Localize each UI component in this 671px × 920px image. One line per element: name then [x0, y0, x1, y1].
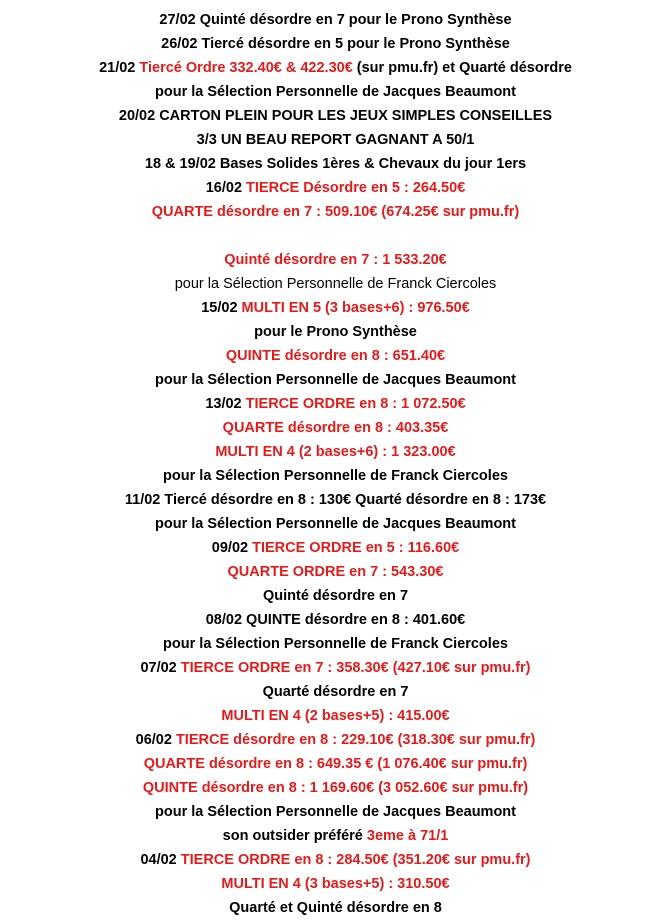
- result-text: 26/02 Tiercé désordre en 5 pour le Prono Synthèse: [161, 36, 510, 52]
- result-line: [0, 152, 671, 176]
- result-line: [0, 632, 671, 656]
- result-text: 18 & 19/02 Bases Solides 1ères & Chevaux du jour 1ers: [144, 156, 527, 172]
- result-text: 16/02: [205, 180, 247, 196]
- result-line: [0, 248, 671, 272]
- result-line: [0, 728, 671, 752]
- result-line: [0, 776, 671, 800]
- result-text: pour la Sélection Personnelle de Franck Ciercoles: [163, 468, 508, 484]
- result-line: [0, 560, 671, 584]
- result-line: [0, 32, 671, 56]
- highlight-text: Tiercé Ordre 332.40€ & 422.30€: [139, 60, 353, 76]
- result-line: [0, 128, 671, 152]
- result-text: 04/02: [140, 852, 181, 868]
- result-line: [0, 872, 671, 896]
- result-line: [0, 344, 671, 368]
- result-line: [0, 704, 671, 728]
- result-line: [0, 416, 671, 440]
- highlight-text: QUARTE désordre en 7 : 509.10€ (674.25€ sur pmu.fr): [151, 204, 520, 220]
- result-line: [0, 800, 671, 824]
- result-line: [0, 584, 671, 608]
- highlight-text: MULTI EN 4 (2 bases+5) : 415.00€: [221, 708, 450, 724]
- result-text: pour la Sélection Personnelle de Jacques Beaumont: [155, 516, 516, 532]
- result-text: pour la Sélection Personnelle de Jacques Beaumont: [155, 804, 516, 820]
- result-line: [0, 752, 671, 776]
- result-text: 07/02: [140, 660, 181, 676]
- result-line: [0, 680, 671, 704]
- result-line: [0, 392, 671, 416]
- result-text: pour la Sélection Personnelle de Franck Ciercoles: [174, 276, 497, 292]
- highlight-text: 3eme à 71/1: [366, 828, 449, 844]
- highlight-text: TIERCE ORDRE en 7 : 358.30€ (427.10€ sur pmu.fr): [180, 660, 531, 676]
- result-text: 09/02: [211, 540, 253, 556]
- result-text: (sur pmu.fr) et Quarté désordre: [352, 60, 572, 76]
- highlight-text: TIERCE Désordre en 5 : 264.50€: [246, 180, 466, 196]
- result-line: [0, 80, 671, 104]
- result-text: 06/02: [135, 732, 176, 748]
- highlight-text: QUINTE désordre en 8 : 1 169.60€ (3 052.60€ sur pmu.fr): [142, 780, 529, 796]
- result-text: 15/02: [201, 300, 242, 316]
- result-text: pour la Sélection Personnelle de Jacques Beaumont: [155, 372, 516, 388]
- result-line: [0, 272, 671, 296]
- highlight-text: QUARTE ORDRE en 7 : 543.30€: [227, 564, 444, 580]
- result-line: [0, 848, 671, 872]
- result-text: 27/02 Quinté désordre en 7 pour le Prono Synthèse: [159, 12, 512, 28]
- result-line: [0, 104, 671, 128]
- result-text: pour la Sélection Personnelle de Jacques Beaumont: [155, 84, 516, 100]
- highlight-text: Quinté désordre en 7 : 1 533.20€: [224, 252, 447, 268]
- result-line: [0, 8, 671, 32]
- result-line: [0, 608, 671, 632]
- highlight-text: QUARTE désordre en 8 : 649.35 € (1 076.40€ sur pmu.fr): [143, 756, 528, 772]
- result-line: [0, 200, 671, 224]
- result-text: 20/02 CARTON PLEIN POUR LES JEUX SIMPLES CONSEILLES: [118, 108, 553, 124]
- result-text: 3/3 UN BEAU REPORT GAGNANT A 50/1: [196, 132, 475, 148]
- highlight-text: TIERCE désordre en 8 : 229.10€ (318.30€ sur pmu.fr): [175, 732, 536, 748]
- result-text: 13/02: [205, 396, 246, 412]
- result-line: [0, 824, 671, 848]
- result-text: 21/02: [99, 60, 140, 76]
- highlight-text: MULTI EN 5 (3 bases+6) : 976.50€: [241, 300, 470, 316]
- result-line: [0, 896, 671, 920]
- highlight-text: TIERCE ORDRE en 5 : 116.60€: [252, 540, 460, 556]
- result-text: pour le Prono Synthèse: [254, 324, 417, 340]
- result-line: [0, 320, 671, 344]
- line-spacer: [0, 224, 671, 248]
- highlight-text: TIERCE ORDRE en 8 : 1 072.50€: [245, 396, 466, 412]
- result-line: [0, 440, 671, 464]
- result-text: Quarté et Quinté désordre en 8: [229, 900, 442, 916]
- result-line: [0, 464, 671, 488]
- highlight-text: QUINTE désordre en 8 : 651.40€: [225, 348, 446, 364]
- result-line: [0, 296, 671, 320]
- result-line: [0, 176, 671, 200]
- highlight-text: TIERCE ORDRE en 8 : 284.50€ (351.20€ sur pmu.fr): [180, 852, 531, 868]
- result-text: 08/02 QUINTE désordre en 8 : 401.60€: [205, 612, 466, 628]
- result-text: Quinté désordre en 7: [262, 588, 409, 604]
- highlight-text: MULTI EN 4 (3 bases+5) : 310.50€: [221, 876, 450, 892]
- result-line: [0, 512, 671, 536]
- result-line: [0, 488, 671, 512]
- result-text: pour la Sélection Personnelle de Franck Ciercoles: [163, 636, 508, 652]
- result-text: son outsider préféré: [222, 828, 367, 844]
- result-text: 11/02 Tiercé désordre en 8 : 130€ Quarté désordre en 8 : 173€: [124, 492, 547, 508]
- highlight-text: MULTI EN 4 (2 bases+6) : 1 323.00€: [215, 444, 456, 460]
- result-line: [0, 656, 671, 680]
- result-line: [0, 56, 671, 80]
- result-line: [0, 536, 671, 560]
- result-text: Quarté désordre en 7: [262, 684, 409, 700]
- result-line: [0, 368, 671, 392]
- highlight-text: QUARTE désordre en 8 : 403.35€: [222, 420, 449, 436]
